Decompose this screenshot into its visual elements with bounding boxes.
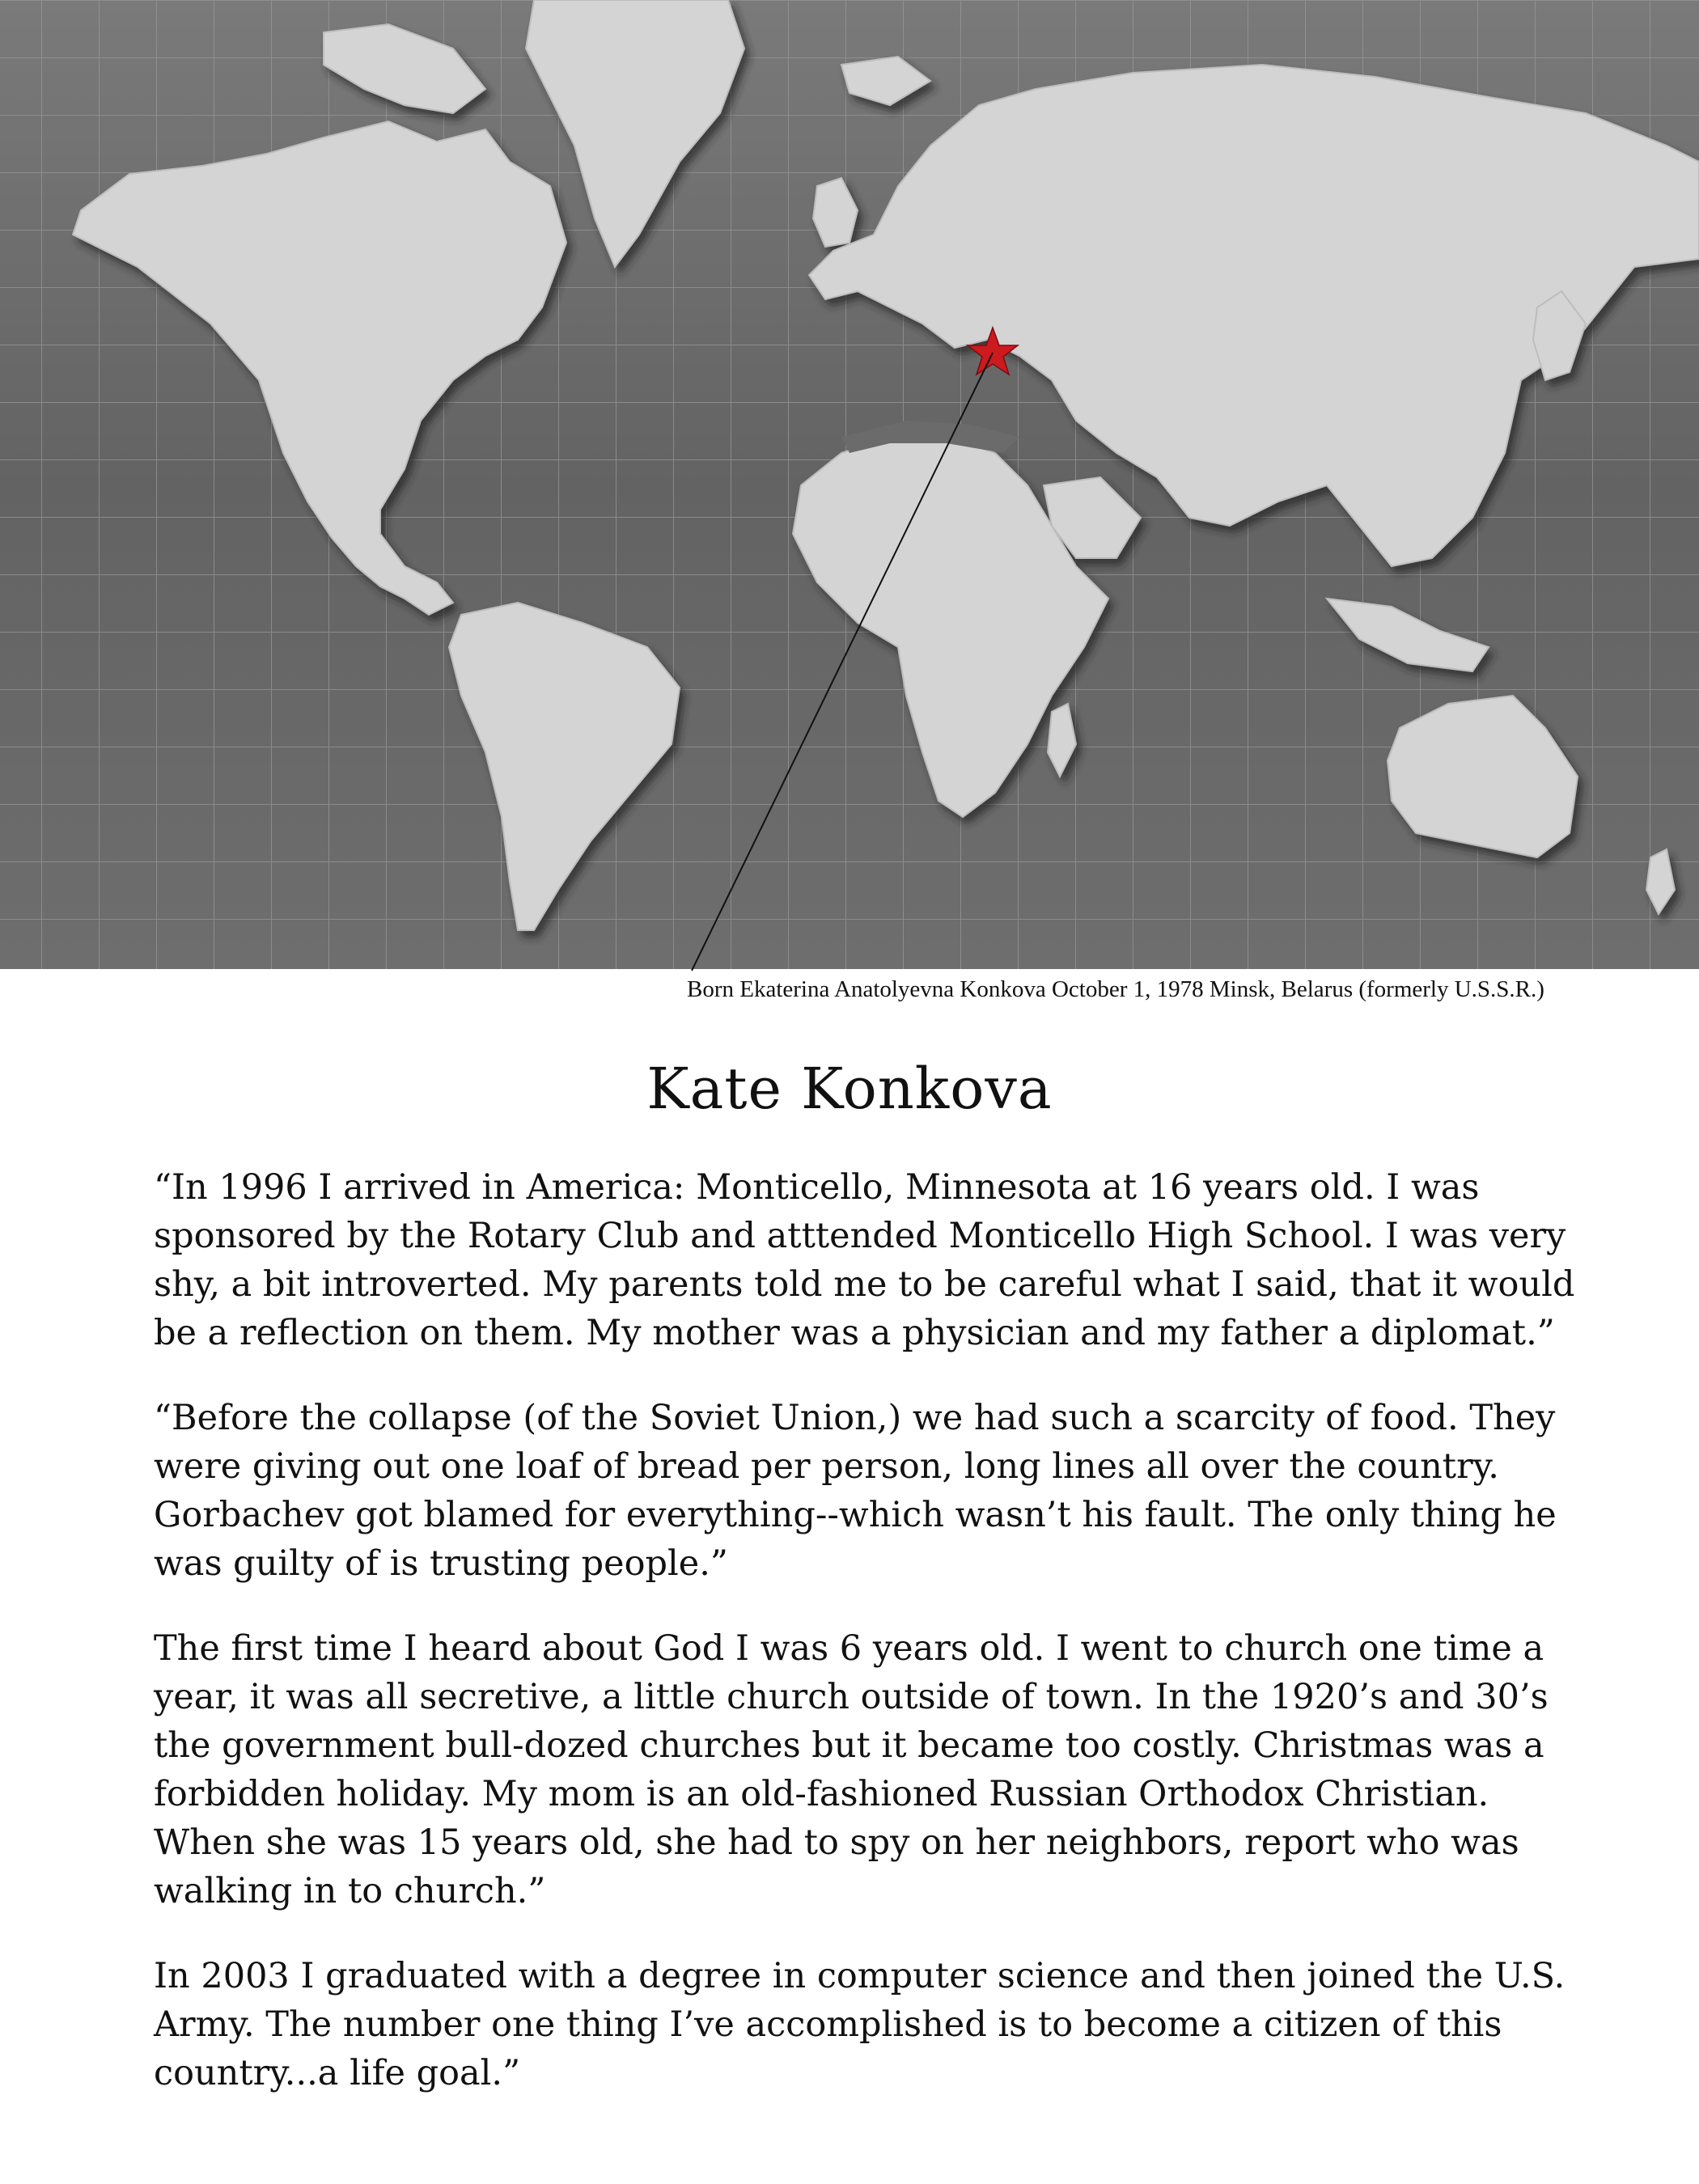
world-map-graphic xyxy=(0,0,1699,969)
birth-caption: Born Ekaterina Anatolyevna Konkova October 1, 1978 Minsk, Belarus (formerly U.S.S.R.) xyxy=(687,976,1544,1002)
page-title: Kate Konkova xyxy=(646,1056,1053,1122)
paragraph-religion: The first time I heard about God I was 6 years old. I went to church one time a year, it was all secretive, a little church outside of town. In the 1920’s and 30’s the government bull-dozed churches but it became too costly. Christmas was a forbidden holiday. My mom is an old-fashioned Russian Orthodox Christian. When she was 15 years old, she had to spy on her neighbors, report who was walking in to church.” xyxy=(154,1628,1549,1911)
story-body xyxy=(154,1163,1594,2134)
paragraph-arrival: “In 1996 I arrived in America: Monticello, Minnesota at 16 years old. I was sponsored by the Rotary Club and atttended Monticello High School. I was very shy, a bit introverted. My parents told me to be careful what I said, that it would be a reflection on them. My mother was a physician and my father a diplomat.” xyxy=(154,1167,1575,1353)
paragraph-accomplishment: In 2003 I graduated with a degree in computer science and then joined the U.S. Army. The number one thing I’ve accomplished is to become a citizen of this country...a life goal.” xyxy=(154,1956,1566,2093)
world-map xyxy=(0,0,1699,969)
paragraph-soviet-collapse: “Before the collapse (of the Soviet Union,) we had such a scarcity of food. They were giving out one loaf of bread per person, long lines all over the country. Gorbachev got blamed for everything--which wasn’t his fault. The only thing he was guilty of is trusting people.” xyxy=(154,1398,1557,1584)
